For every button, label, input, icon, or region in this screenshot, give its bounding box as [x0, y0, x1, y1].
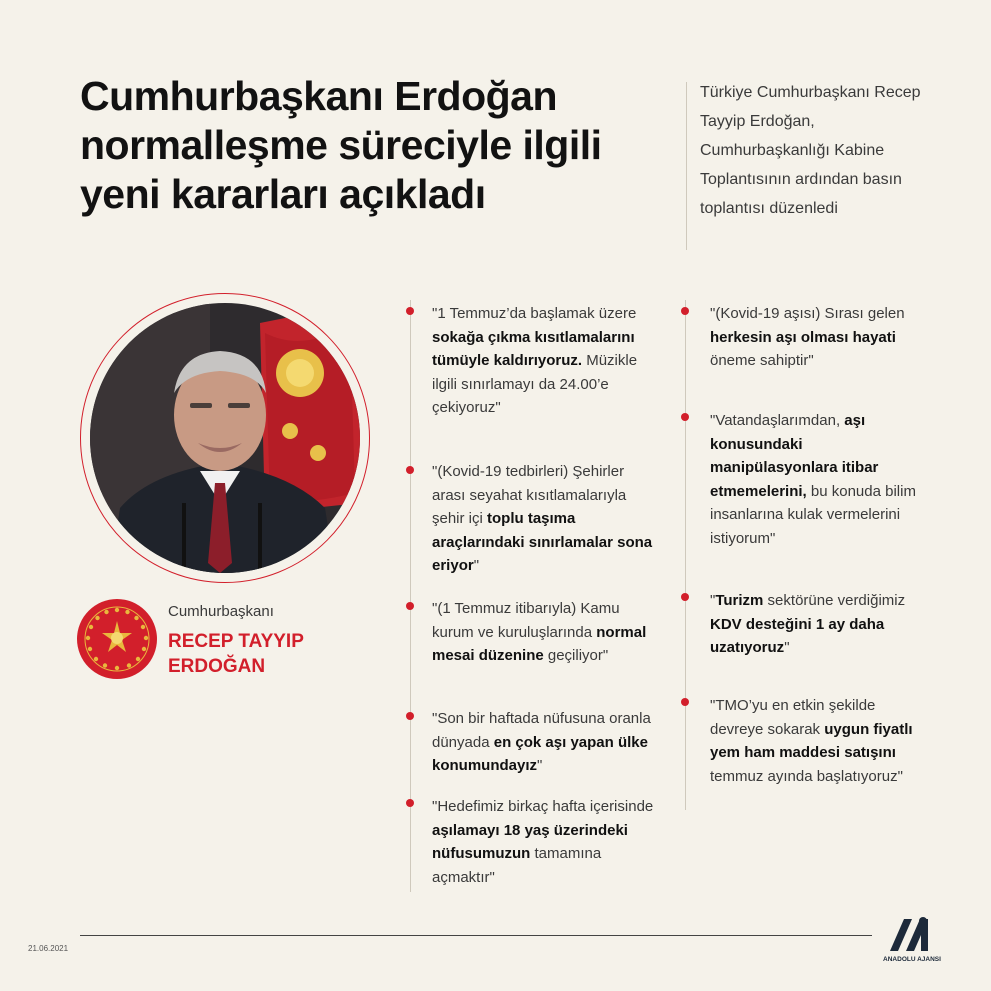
quote-emphasis: toplu taşıma araçlarındaki sınırlamalar sona eriyor: [432, 510, 653, 574]
person-name: [168, 629, 348, 679]
quote-left-1: [432, 302, 657, 420]
quote-text: ": [473, 557, 480, 574]
quote-emphasis: uygun fiyatlı yem ham maddesi satışını: [710, 720, 913, 761]
timeline-dot: [406, 602, 414, 610]
quote-text: geçiliyor": [543, 647, 609, 664]
quote-text: ": [784, 639, 790, 656]
person-name-line2: ERDOĞAN: [168, 656, 266, 677]
quote-text: ": [537, 757, 543, 774]
timeline-dot: [681, 413, 689, 421]
timeline-dot: [406, 307, 414, 315]
quote-text: öneme sahiptir": [710, 352, 814, 369]
quote-right-2: [710, 409, 920, 550]
quote-text: ": [710, 592, 716, 609]
quote-text: bu konuda bilim insanlarına kulak vermelerini istiyorum": [710, 482, 916, 547]
quote-text: "(1 Temmuz itibarıyla) Kamu kurum ve kuruluşlarında: [432, 600, 620, 641]
portrait-photo: [90, 303, 360, 573]
quote-emphasis: KDV desteğini 1 ay daha uzatıyoruz: [710, 615, 885, 656]
quote-left-3: [432, 597, 657, 668]
quote-text: "(Kovid-19 aşısı) Sırası gelen: [710, 305, 905, 322]
person-role: Cumhurbaşkanı: [168, 603, 274, 620]
timeline-dot: [406, 466, 414, 474]
quote-emphasis: sokağa çıkma kısıtlamalarını tümüyle kaldırıyoruz.: [432, 328, 635, 369]
quote-text: tamamına açmaktır": [432, 845, 602, 886]
quote-text: temmuz ayında başlatıyoruz": [710, 767, 903, 785]
quote-text: "Hedefimiz birkaç hafta içerisinde: [432, 798, 654, 815]
timeline-dot: [406, 799, 414, 807]
quote-emphasis: aşı konusundaki manipülasyonlara itibar etmemelerini,: [710, 412, 879, 500]
quote-text: "Son bir haftada nüfusuna oranla dünyada: [432, 710, 651, 751]
presidential-seal-icon: [76, 598, 158, 680]
quote-text: "TMO’yu en etkin şekilde devreye sokarak: [710, 697, 876, 738]
subtitle: Türkiye Cumhurbaşkanı Recep Tayyip Erdoğan, Cumhurbaşkanlığı Kabine Toplantısının ardından basın toplantısı düzenledi: [700, 84, 921, 217]
agency-mark: AA: [908, 943, 910, 944]
quote-left-5: [432, 795, 657, 889]
person-name-line1: RECEP TAYYIP: [168, 631, 304, 652]
timeline-dot: [681, 307, 689, 315]
quote-text: "1 Temmuz’da başlamak üzere: [432, 305, 637, 322]
quote-text: sektörüne verdiğimiz: [763, 592, 906, 609]
quote-emphasis: normal mesai düzenine: [432, 623, 647, 664]
footer-divider: [80, 935, 872, 936]
quote-text: "(Kovid-19 tedbirleri) Şehirler arası seyahat kısıtlamalarıyla şehir içi: [432, 463, 627, 527]
headline: Cumhurbaşkanı Erdoğan normalleşme süreciyle ilgili yeni kararları açıkladı: [80, 73, 602, 217]
quote-right-4: [710, 694, 920, 788]
anadolu-agency-logo-icon: [876, 913, 948, 965]
timeline-dot: [681, 593, 689, 601]
quote-right-1: [710, 302, 920, 373]
agency-name: ANADOLU AJANSI: [883, 956, 941, 963]
timeline-dot: [406, 712, 414, 720]
quote-emphasis: aşılamayı 18 yaş üzerindeki nüfusumuzun: [432, 821, 628, 862]
timeline-right: [685, 300, 686, 810]
quote-left-4: [432, 707, 657, 778]
portrait-illustration: [90, 303, 360, 573]
quote-emphasis: herkesin aşı olması hayati: [710, 328, 896, 346]
timeline-dot: [681, 698, 689, 706]
quote-emphasis: Turizm: [715, 592, 764, 609]
quote-left-2: [432, 460, 657, 578]
quote-text: Müzikle ilgili sınırlamayı da 24.00’e çekiyoruz": [432, 352, 638, 416]
quote-right-3: [710, 589, 920, 660]
quote-emphasis: en çok aşı yapan ülke konumundayız: [432, 733, 648, 774]
footer-date: 21.06.2021: [28, 944, 69, 953]
quote-text: "Vatandaşlarımdan,: [710, 412, 845, 429]
subtitle-divider: [686, 82, 687, 250]
